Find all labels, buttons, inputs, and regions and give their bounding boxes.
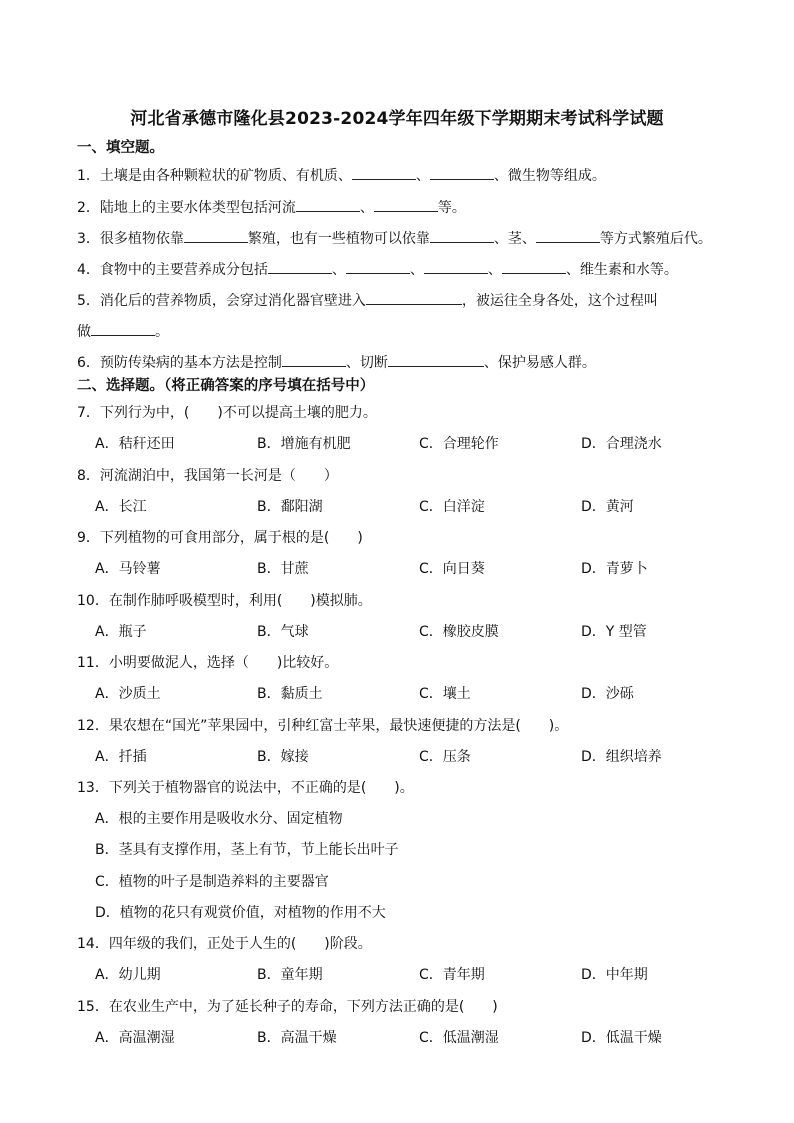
option-c: C．向日葵 bbox=[419, 561, 485, 577]
question-6-text-c: 、保护易感人群。 bbox=[483, 355, 596, 371]
question-4-text-c: 、 bbox=[409, 262, 424, 278]
option-c: C．壤土 bbox=[419, 686, 471, 702]
option-d: D．青萝卜 bbox=[581, 561, 648, 577]
option-d: D．沙砾 bbox=[581, 686, 634, 702]
question-4-text-b: 、 bbox=[331, 262, 346, 278]
option-a: A．沙质土 bbox=[95, 686, 161, 702]
option-a: A．幼儿期 bbox=[95, 967, 161, 983]
question-1-text-a: 1．土壤是由各种颗粒状的矿物质、有机质、 bbox=[77, 168, 352, 184]
question-1 bbox=[77, 165, 606, 185]
question-10: 10．在制作肺呼吸模型时，利用( )模拟肺。 bbox=[77, 593, 372, 609]
question-7: 7．下列行为中，( )不可以提高土壤的肥力。 bbox=[77, 405, 377, 421]
option-d: D．Y 型管 bbox=[581, 624, 647, 640]
option-a: A．马铃薯 bbox=[95, 561, 161, 577]
question-5-continued bbox=[77, 321, 169, 341]
question-4-text-e: 、维生素和水等。 bbox=[565, 262, 678, 278]
blank bbox=[184, 228, 248, 243]
option-b: B．童年期 bbox=[257, 967, 323, 983]
option-a: A．根的主要作用是吸收水分、固定植物 bbox=[95, 811, 343, 827]
option-b: B．高温干燥 bbox=[257, 1030, 337, 1046]
question-5-text-b: ，被运往全身各处，这个过程叫 bbox=[461, 293, 658, 309]
option-d: D．中年期 bbox=[581, 967, 648, 983]
question-3-text-d: 等方式繁殖后代。 bbox=[599, 231, 712, 247]
question-5-text-d: 。 bbox=[155, 324, 169, 340]
option-c: C．橡胶皮膜 bbox=[419, 624, 499, 640]
section-fill-in-heading: 一、填空题。 bbox=[77, 140, 164, 156]
option-d: D．组织培养 bbox=[581, 749, 662, 765]
question-5-text-c: 做 bbox=[77, 324, 91, 340]
option-c: C．低温潮湿 bbox=[419, 1030, 499, 1046]
blank bbox=[268, 259, 332, 274]
option-c: C．白洋淀 bbox=[419, 499, 485, 515]
question-3-text-a: 3．很多植物依靠 bbox=[77, 231, 184, 247]
question-2-text-b: 、 bbox=[359, 200, 374, 216]
blank bbox=[346, 259, 410, 274]
question-3 bbox=[77, 228, 712, 248]
question-5 bbox=[77, 290, 658, 310]
blank bbox=[388, 352, 484, 367]
option-d: D．植物的花只有观赏价值，对植物的作用不大 bbox=[95, 905, 386, 921]
question-12: 12．果农想在“国光”苹果园中，引种红富士苹果，最快速便捷的方法是( )。 bbox=[77, 718, 569, 734]
option-d: D．黄河 bbox=[581, 499, 634, 515]
question-13: 13．下列关于植物器官的说法中，不正确的是( )。 bbox=[77, 780, 414, 796]
option-b: B．黏质土 bbox=[257, 686, 323, 702]
blank bbox=[296, 197, 360, 212]
blank bbox=[366, 290, 462, 305]
option-a: A．高温潮湿 bbox=[95, 1030, 175, 1046]
blank bbox=[352, 165, 416, 180]
question-4-text-a: 4．食物中的主要营养成分包括 bbox=[77, 262, 268, 278]
question-1-text-c: 、微生物等组成。 bbox=[493, 168, 606, 184]
option-d: D．低温干燥 bbox=[581, 1030, 662, 1046]
question-11: 11．小明要做泥人，选择（ )比较好。 bbox=[77, 655, 339, 671]
blank bbox=[502, 259, 566, 274]
option-c: C．合理轮作 bbox=[419, 436, 499, 452]
option-c: C．植物的叶子是制造养料的主要器官 bbox=[95, 874, 329, 890]
option-b: B．甘蔗 bbox=[257, 561, 309, 577]
option-a: A．扦插 bbox=[95, 749, 147, 765]
question-4 bbox=[77, 259, 678, 279]
blank bbox=[536, 228, 600, 243]
option-c: C．压条 bbox=[419, 749, 471, 765]
section-choice-heading: 二、选择题。（将正确答案的序号填在括号中） bbox=[77, 378, 375, 394]
option-a: A．长江 bbox=[95, 499, 147, 515]
option-a: A．瓶子 bbox=[95, 624, 147, 640]
option-c: C．青年期 bbox=[419, 967, 485, 983]
option-b: B．嫁接 bbox=[257, 749, 309, 765]
question-8: 8．河流湖泊中，我国第一长河是（ ） bbox=[77, 468, 338, 484]
blank bbox=[430, 228, 494, 243]
question-6-text-b: 、切断 bbox=[345, 355, 388, 371]
question-2 bbox=[77, 197, 466, 217]
question-4-text-d: 、 bbox=[487, 262, 502, 278]
question-6-text-a: 6．预防传染病的基本方法是控制 bbox=[77, 355, 282, 371]
option-b: B．增施有机肥 bbox=[257, 436, 351, 452]
option-d: D．合理浇水 bbox=[581, 436, 662, 452]
question-14: 14．四年级的我们，正处于人生的( )阶段。 bbox=[77, 936, 372, 952]
question-15: 15．在农业生产中，为了延长种子的寿命，下列方法正确的是( ) bbox=[77, 999, 498, 1015]
option-b: B．气球 bbox=[257, 624, 309, 640]
exam-title: 河北省承德市隆化县2023-2024学年四年级下学期期末考试科学试题 bbox=[130, 109, 664, 129]
question-1-text-b: 、 bbox=[415, 168, 430, 184]
option-a: A．秸秆还田 bbox=[95, 436, 175, 452]
blank bbox=[91, 321, 155, 336]
question-9: 9．下列植物的可食用部分，属于根的是( ) bbox=[77, 530, 363, 546]
question-2-text-a: 2．陆地上的主要水体类型包括河流 bbox=[77, 200, 296, 216]
question-3-text-c: 、茎、 bbox=[493, 231, 536, 247]
option-b: B．茎具有支撑作用，茎上有节，节上能长出叶子 bbox=[95, 842, 399, 858]
question-6 bbox=[77, 352, 596, 372]
blank bbox=[424, 259, 488, 274]
question-2-text-c: 等。 bbox=[437, 200, 466, 216]
blank bbox=[430, 165, 494, 180]
blank bbox=[282, 352, 346, 367]
question-3-text-b: 繁殖，也有一些植物可以依靠 bbox=[247, 231, 430, 247]
blank bbox=[374, 197, 438, 212]
question-5-text-a: 5．消化后的营养物质，会穿过消化器官壁进入 bbox=[77, 293, 366, 309]
option-b: B．鄱阳湖 bbox=[257, 499, 323, 515]
